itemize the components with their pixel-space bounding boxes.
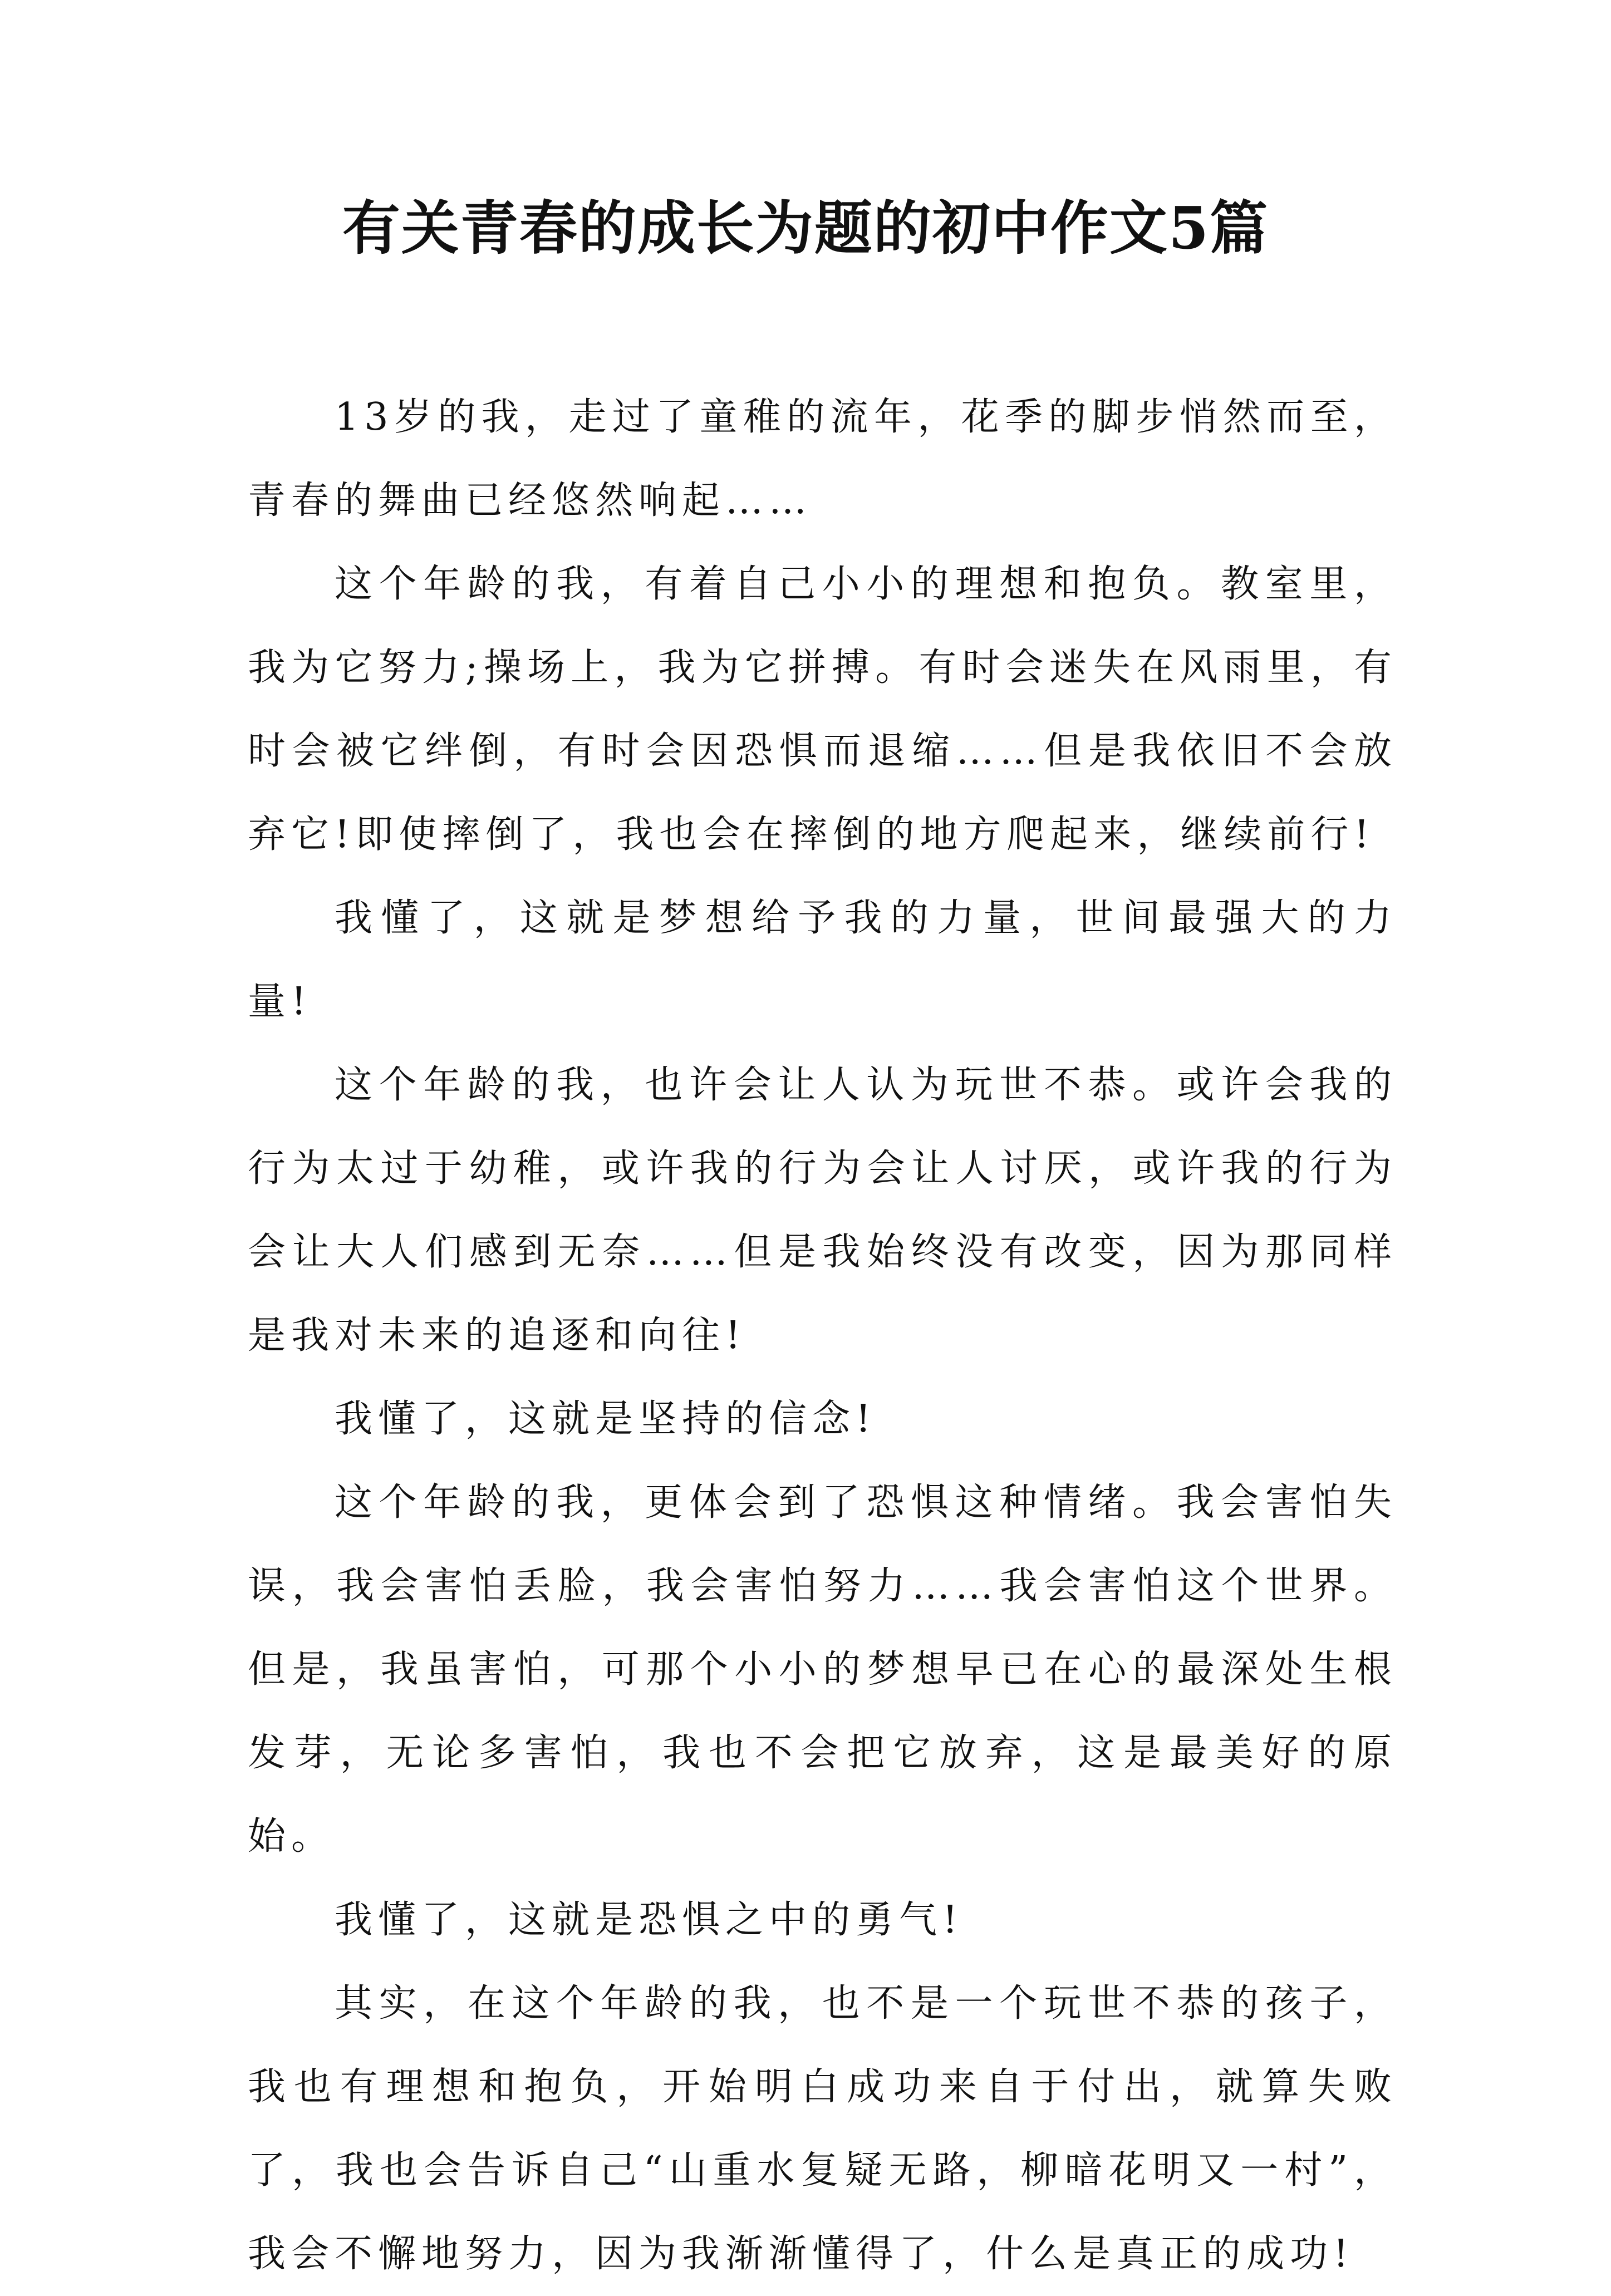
paragraph: 其实，在这个年龄的我，也不是一个玩世不恭的孩子，我也有理想和抱负，开始明白成功来自于付出，就算失败了，我也会告诉自己“山重水复疑无路，柳暗花明又一村”，我会不懈地努力，因为我渐渐懂得了，什么是真正的成功! [248, 1982, 1397, 2276]
paragraph: 这个年龄的我，有着自己小小的理想和抱负。教室里，我为它努力;操场上，我为它拼搏。有时会迷失在风雨里，有时会被它绊倒，有时会因恐惧而退缩……但是我依旧不会放弃它!即使摔倒了，我也会在摔倒的地方爬起来，继续前行! [248, 562, 1397, 857]
paragraph: 这个年龄的我，也许会让人认为玩世不恭。或许会我的行为太过于幼稚，或许我的行为会让人讨厌，或许我的行为会让大人们感到无奈……但是我始终没有改变，因为那同样是我对未来的追逐和向往! [248, 1063, 1397, 1358]
paragraph: 这个年龄的我，更体会到了恐惧这种情绪。我会害怕失误，我会害怕丢脸，我会害怕努力……我会害怕这个世界。但是，我虽害怕，可那个小小的梦想早已在心的最深处生根发芽，无论多害怕，我也不会把它放弃，这是最美好的原始。 [248, 1481, 1397, 1859]
paragraph: 我懂了，这就是恐惧之中的勇气! [335, 1898, 964, 1942]
paragraph: 我懂了，这就是坚持的信念! [335, 1397, 877, 1441]
paragraph: 13岁的我，走过了童稚的流年，花季的脚步悄然而至，青春的舞曲已经悠然响起…… [248, 395, 1397, 523]
paragraph: 我懂了，这就是梦想给予我的力量，世间最强大的力量! [248, 896, 1397, 1024]
document-title: 有关青春的成长为题的初中作文5篇 [342, 194, 1269, 262]
document-body [248, 376, 1397, 2296]
